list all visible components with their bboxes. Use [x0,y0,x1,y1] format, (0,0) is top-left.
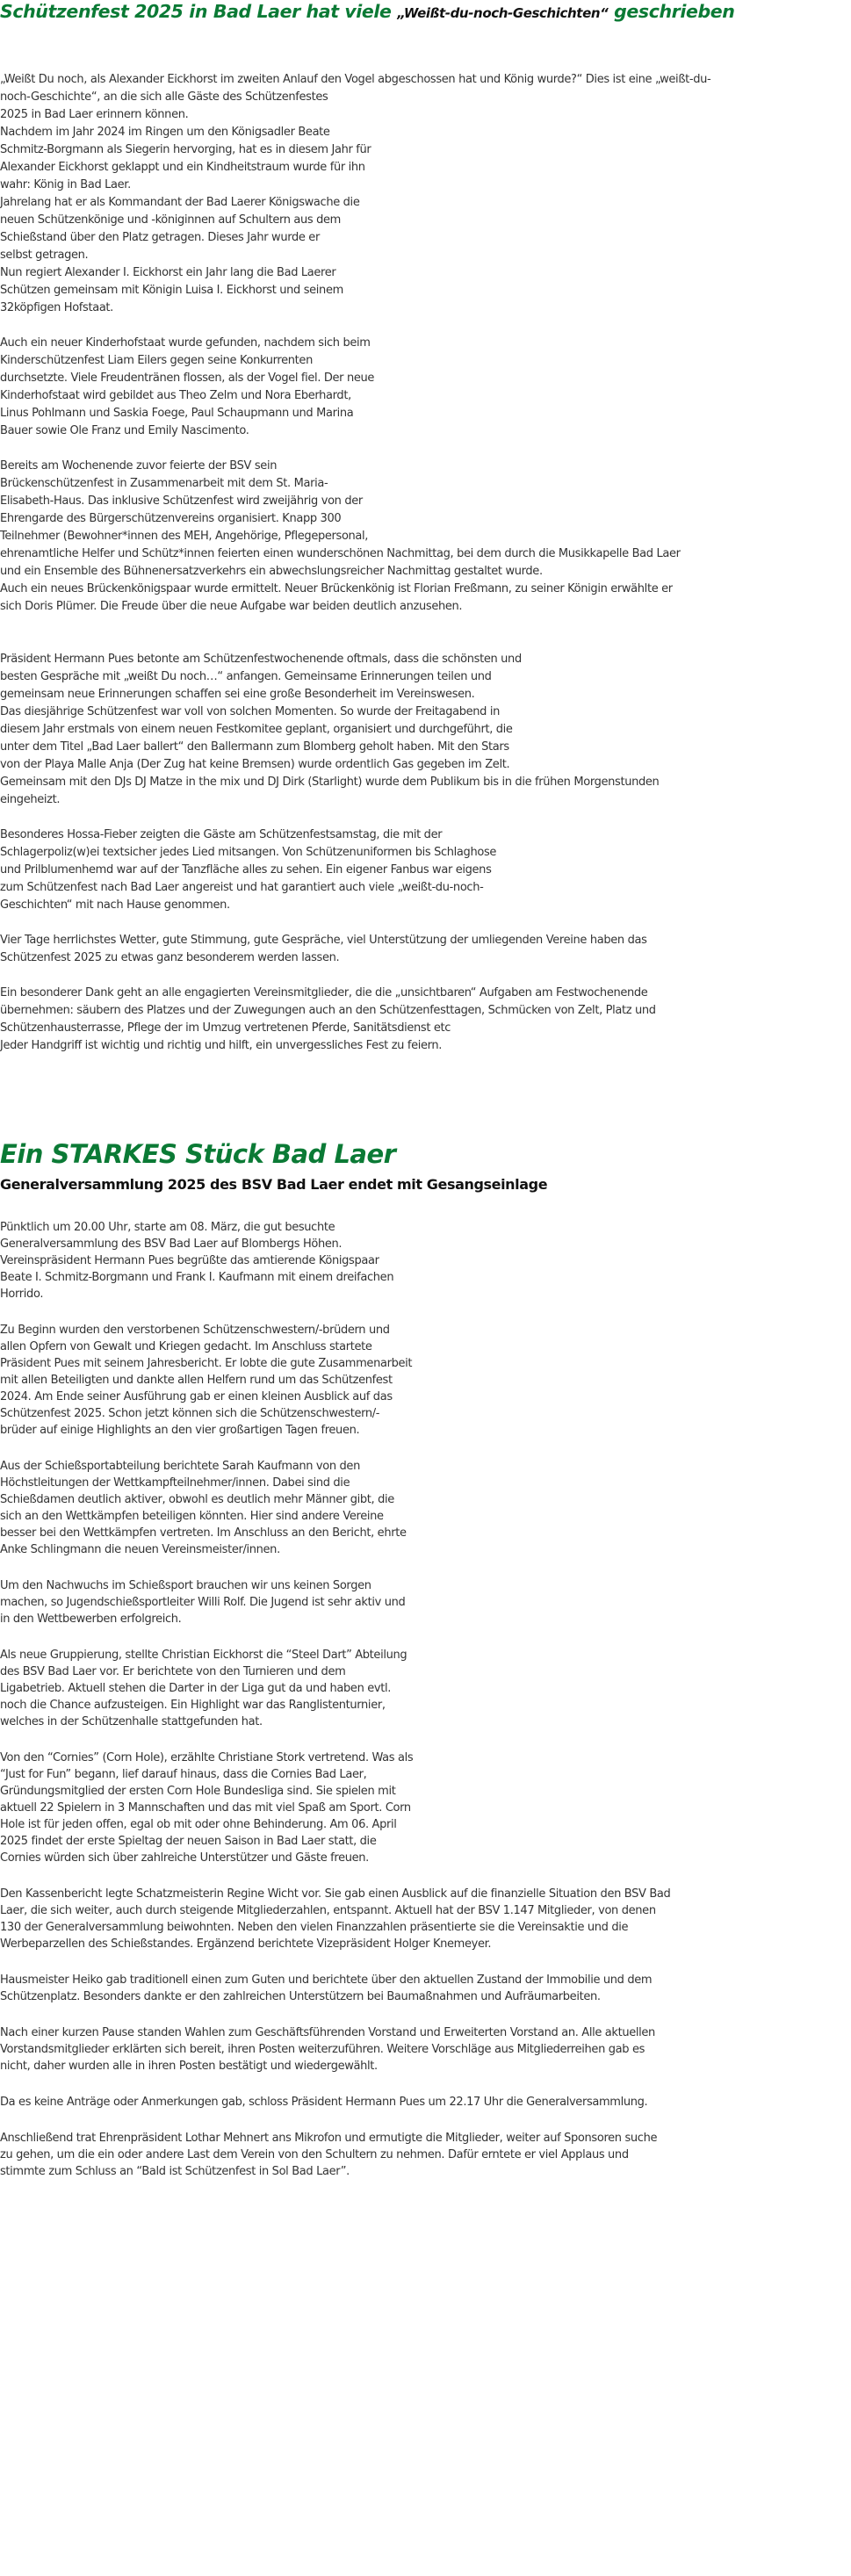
paragraph-gap [0,967,851,985]
text-line: Auch ein neues Brückenkönigspaar wurde ermittelt. Neuer Brückenkönig ist Florian Freßmann, zu seiner Königin erwählte er [0,582,673,595]
text-line: besser bei den Wettkämpfen vertreten. Im Anschluss an den Bericht, ehrte [0,1526,407,1540]
text-line: Vorstandsmitglieder erklärten sich bereit, ihren Posten weiterzuführen. Weitere Vorschläge aus Mitgliederreihen gab es [0,2043,645,2056]
text-line: Präsident Hermann Pues betonte am Schützenfestwochenende oftmals, dass die schönsten und [0,653,522,666]
text-line: übernehmen: säubern des Platzes und der Zuwegungen auch an den Schützenfesttagen, Schmücken von Zelt, Platz und [0,1004,656,1017]
paragraph [0,1972,851,2005]
text-line: Kinderschützenfest Liam Eilers gegen seine Konkurrenten [0,354,313,367]
article1-title-part2: „Weißt-du-noch-Geschichten“ [397,5,609,21]
paragraph [0,1647,851,1730]
paragraph [0,1219,851,1302]
text-line: selbst getragen. [0,249,89,262]
paragraph [0,1577,851,1627]
paragraph-gap [0,1866,851,1886]
text-line: 2025 in Bad Laer erinnern können. [0,108,189,121]
text-line: unter dem Titel „Bad Laer ballert“ den Ballermann zum Blomberg geholt haben. Mit den Stars [0,740,509,754]
text-line: gemeinsam neue Erinnerungen schaffen sei eine große Besonderheit im Vereinswesen. [0,688,475,701]
text-line: besten Gespräche mit „weißt Du noch…“ anfangen. Gemeinsame Erinnerungen teilen und [0,670,492,683]
text-line: Cornies würden sich über zahlreiche Unterstützer und Gäste freuen. [0,1851,369,1865]
paragraph-gap [0,1439,851,1458]
text-line: Schlagerpoliz(w)ei textsicher jedes Lied mitsangen. Von Schützenuniformen bis Schlaghose [0,846,497,859]
text-line: Linus Pohlmann und Saskia Foege, Paul Schaupmann und Marina [0,407,354,420]
text-line: Um den Nachwuchs im Schießsport brauchen wir uns keinen Sorgen [0,1579,371,1592]
text-line: Ligabetrieb. Aktuell stehen die Darter in der Liga gut da und haben evtl. [0,1682,392,1695]
text-line: Schützenfest 2025. Schon jetzt können sich die Schützenschwestern/- [0,1407,380,1420]
text-line: Schützenplatz. Besonders dankte er den zahlreichen Unterstützern bei Baumaßnahmen und Aufräumarbeiten. [0,1990,601,2003]
text-line: Als neue Gruppierung, stellte Christian Eickhorst die “Steel Dart” Abteilung [0,1649,407,1662]
text-line: Schmitz-Borgmann als Siegerin hervorging, hat es in diesem Jahr für [0,143,371,156]
text-line: durchsetzte. Viele Freudentränen flossen, als der Vogel fiel. Der neue [0,372,375,385]
text-line: diesem Jahr erstmals von einem neuen Festkomitee geplant, organisiert und durchgeführt, die [0,723,513,736]
text-line: 130 der Generalversammlung beiwohnten. Neben den vielen Finanzzahlen präsentierte sie die Vereinsaktie und die [0,1921,629,1934]
text-line: 32köpfigen Hofstaat. [0,301,113,314]
text-line: machen, so Jugendschießsportleiter Willi Rolf. Die Jugend ist sehr aktiv und [0,1596,406,1609]
text-line: welches in der Schützenhalle stattgefunden hat. [0,1715,263,1728]
paragraph [0,932,851,967]
text-line: Bauer sowie Ole Franz und Emily Nascimento. [0,424,249,437]
text-line: Bereits am Wochenende zuvor feierte der BSV sein [0,459,278,473]
article1-title-part1: Schützenfest 2025 in Bad Laer hat viele [0,1,398,22]
paragraph-gap [0,2075,851,2094]
text-line: Präsident Pues mit seinem Jahresbericht. Er lobte die gute Zusammenarbeit [0,1357,413,1370]
text-line: Gemeinsam mit den DJs DJ Matze in the mix und DJ Dirk (Starlight) wurde dem Publikum bis in die frühen Morgenstunden [0,776,660,789]
text-line: Da es keine Anträge oder Anmerkungen gab, schloss Präsident Hermann Pues um 22.17 Uhr die Generalversammlung. [0,2096,648,2109]
paragraph-gap [0,1627,851,1647]
paragraph-gap [0,440,851,458]
text-line: Anke Schlingmann die neuen Vereinsmeister/innen. [0,1543,280,1556]
text-line: Nach einer kurzen Pause standen Wahlen zum Geschäftsführenden Vorstand und Erweiterten Vorstand an. Alle aktuellen [0,2026,655,2039]
text-line: nicht, daher wurden alle in ihren Posten bestätigt und wiedergewählt. [0,2060,378,2073]
text-line: Beate I. Schmitz-Borgmann und Frank I. Kaufmann mit einem dreifachen [0,1271,394,1284]
text-line: eingeheizt. [0,793,61,806]
text-line: Elisabeth-Haus. Das inklusive Schützenfest wird zweijährig von der [0,494,363,508]
paragraph-gap [0,809,851,826]
text-line: Aus der Schießsportabteilung berichtete Sarah Kaufmann von den [0,1460,360,1473]
text-line: Zu Beginn wurden den verstorbenen Schützenschwestern/-brüdern und [0,1324,390,1337]
article1-title [0,0,851,25]
text-line: in den Wettbewerben erfolgreich. [0,1613,182,1626]
text-line: und ein Ensemble des Bühnenersatzverkehrs ein abwechslungsreicher Nachmittag gestaltet wurde. [0,565,543,578]
article2-body [0,1219,851,2180]
article2-title: Ein STARKES Stück Bad Laer [0,1139,396,1169]
paragraph [0,2024,851,2075]
text-line: Kinderhofstaat wird gebildet aus Theo Zelm und Nora Eberhardt, [0,389,351,402]
article1-title-part3: geschrieben [608,1,735,22]
text-line: Auch ein neuer Kinderhofstaat wurde gefunden, nachdem sich beim [0,336,371,350]
text-line: noch-Geschichte“, an die sich alle Gäste des Schützenfestes [0,90,328,104]
text-line: Das diesjährige Schützenfest war voll von solchen Momenten. So wurde der Freitagabend in [0,705,500,718]
text-line: sich Doris Plümer. Die Freude über die neue Aufgabe war beiden deutlich anzusehen. [0,600,463,613]
paragraph [0,71,851,317]
text-line: Brückenschützenfest in Zusammenarbeit mit dem St. Maria- [0,477,328,490]
paragraph [0,1458,851,1558]
text-line: aktuell 22 Spielern in 3 Mannschaften und das mit viel Spaß am Sport. Corn [0,1801,411,1815]
text-line: Jeder Handgriff ist wichtig und richtig und hilft, ein unvergessliches Fest zu feiern. [0,1039,443,1052]
paragraph [0,985,851,1055]
text-line: allen Opfern von Gewalt und Kriegen gedacht. Im Anschluss startete [0,1340,372,1353]
text-line: Schützenfest 2025 zu etwas ganz besonderem werden lassen. [0,951,340,964]
text-line: und Prilblumenhemd war auf der Tanzfläche alles zu sehen. Ein eigener Fanbus war eigens [0,863,492,877]
text-line: Schießstand über den Platz getragen. Dieses Jahr wurde er [0,231,320,244]
text-line: mit allen Beteiligten und dankte allen Helfern rund um das Schützenfest [0,1374,393,1387]
text-line: sich an den Wettkämpfen beteiligen könnten. Hier sind andere Vereine [0,1510,384,1523]
text-line: von der Playa Malle Anja (Der Zug hat keine Bremsen) wurde ordentlich Gas gegeben im Zelt. [0,758,510,771]
text-line: Teilnehmer (Bewohner*innen des MEH, Angehörige, Pflegepersonal, [0,530,369,543]
text-line: Alexander Eickhorst geklappt und ein Kindheitstraum wurde für ihn [0,161,365,174]
paragraph [0,2130,851,2180]
text-line: Laer, die sich weiter, auch durch steigende Mitgliederzahlen, entspannt. Aktuell hat der BSV 1.147 Mitglieder, von denen [0,1904,656,1917]
text-line: zu gehen, um die ein oder andere Last dem Verein von den Schultern zu nehmen. Dafür erntete er viel Applaus und [0,2148,629,2161]
text-line: 2024. Am Ende seiner Ausführung gab er einen kleinen Ausblick auf das [0,1390,393,1403]
text-line: noch die Chance aufzusteigen. Ein Highlight war das Ranglistenturnier, [0,1699,386,1712]
text-line: brüder auf einige Highlights an den vier großartigen Tagen freuen. [0,1424,360,1437]
text-line: Höchstleitungen der Wettkampfteilnehmer/innen. Dabei sind die [0,1476,350,1490]
paragraph-gap [0,616,851,651]
text-line: Vereinspräsident Hermann Pues begrüßte das amtierende Königspaar [0,1254,379,1267]
paragraph-gap [0,2111,851,2130]
paragraph [0,826,851,914]
text-line: Werbeparzellen des Schießstandes. Ergänzend berichtete Vizepräsident Holger Knemeyer. [0,1937,492,1951]
text-line: Den Kassenbericht legte Schatzmeisterin Regine Wicht vor. Sie gab einen Ausblick auf die finanzielle Situation den BSV Bad [0,1887,671,1901]
text-line: “Just for Fun” begann, lief darauf hinaus, dass die Cornies Bad Laer, [0,1768,367,1781]
paragraph [0,651,851,809]
text-line: Generalversammlung des BSV Bad Laer auf Blombergs Höhen. [0,1237,343,1251]
text-line: Schützenhausterrasse, Pflege der im Umzug vertretenen Pferde, Sanitätsdienst etc [0,1021,451,1035]
text-line: Hausmeister Heiko gab traditionell einen zum Guten und berichtete über den aktuellen Zustand der Immobilie und dem [0,1973,653,1987]
paragraph-gap [0,914,851,932]
paragraph-gap [0,1730,851,1750]
text-line: zum Schützenfest nach Bad Laer angereist und hat garantiert auch viele „weißt-du-noch- [0,881,484,894]
text-line: Vier Tage herrlichstes Wetter, gute Stimmung, gute Gespräche, viel Unterstützung der umliegenden Vereine haben das [0,934,647,947]
paragraph-gap [0,1952,851,1972]
paragraph-gap [0,2005,851,2024]
article2-subtitle: Generalversammlung 2025 des BSV Bad Laer endet mit Gesangseinlage [0,1176,548,1193]
article1-body [0,71,851,1055]
text-line: Nachdem im Jahr 2024 im Ringen um den Königsadler Beate [0,126,330,139]
text-line: wahr: König in Bad Laer. [0,178,131,191]
text-line: Pünktlich um 20.00 Uhr, starte am 08. März, die gut besuchte [0,1221,335,1234]
paragraph [0,1322,851,1439]
paragraph [0,458,851,616]
text-line: Gründungsmitglied der ersten Corn Hole Bundesliga sind. Sie spielen mit [0,1785,396,1798]
paragraph-gap [0,317,851,335]
text-line: stimmte zum Schluss an “Bald ist Schützenfest in Sol Bad Laer”. [0,2165,350,2178]
text-line: ehrenamtliche Helfer und Schütz*innen feierten einen wunderschönen Nachmittag, bei dem durch die Musikkapelle Bad Laer [0,547,681,560]
text-line: Anschließend trat Ehrenpräsident Lothar Mehnert ans Mikrofon und ermutigte die Mitglieder, weiter auf Sponsoren suche [0,2132,658,2145]
text-line: Ein besonderer Dank geht an alle engagierten Vereinsmitglieder, die die „unsichtbaren“ Aufgaben am Festwochenende [0,986,648,999]
text-line: Ehrengarde des Bürgerschützenvereins organisiert. Knapp 300 [0,512,342,525]
paragraph [0,2094,851,2111]
text-line: Jahrelang hat er als Kommandant der Bad Laerer Königswache die [0,196,360,209]
text-line: Von den “Cornies” (Corn Hole), erzählte Christiane Stork vertretend. Was als [0,1751,414,1764]
text-line: Schießdamen deutlich aktiver, obwohl es deutlich mehr Männer gibt, die [0,1493,394,1506]
text-line: „Weißt Du noch, als Alexander Eickhorst im zweiten Anlauf den Vogel abgeschossen hat und König wurde?“ Dies ist eine „weißt-du- [0,73,711,86]
text-line: Nun regiert Alexander I. Eickhorst ein Jahr lang die Bad Laerer [0,266,336,279]
paragraph [0,1750,851,1866]
text-line: 2025 findet der erste Spieltag der neuen Saison in Bad Laer statt, die [0,1835,377,1848]
paragraph [0,1886,851,1952]
paragraph [0,335,851,440]
paragraph-gap [0,1558,851,1577]
text-line: Horrido. [0,1288,44,1301]
text-line: des BSV Bad Laer vor. Er berichtete von den Turnieren und dem [0,1665,346,1678]
text-line: Besonderes Hossa-Fieber zeigten die Gäste am Schützenfestsamstag, die mit der [0,828,443,841]
text-line: Schützen gemeinsam mit Königin Luisa I. Eickhorst und seinem [0,284,343,297]
paragraph-gap [0,1302,851,1322]
text-line: Geschichten“ mit nach Hause genommen. [0,898,230,912]
text-line: neuen Schützenkönige und -königinnen auf Schultern aus dem [0,213,341,227]
text-line: Hole ist für jeden offen, egal ob mit oder ohne Behinderung. Am 06. April [0,1818,397,1831]
